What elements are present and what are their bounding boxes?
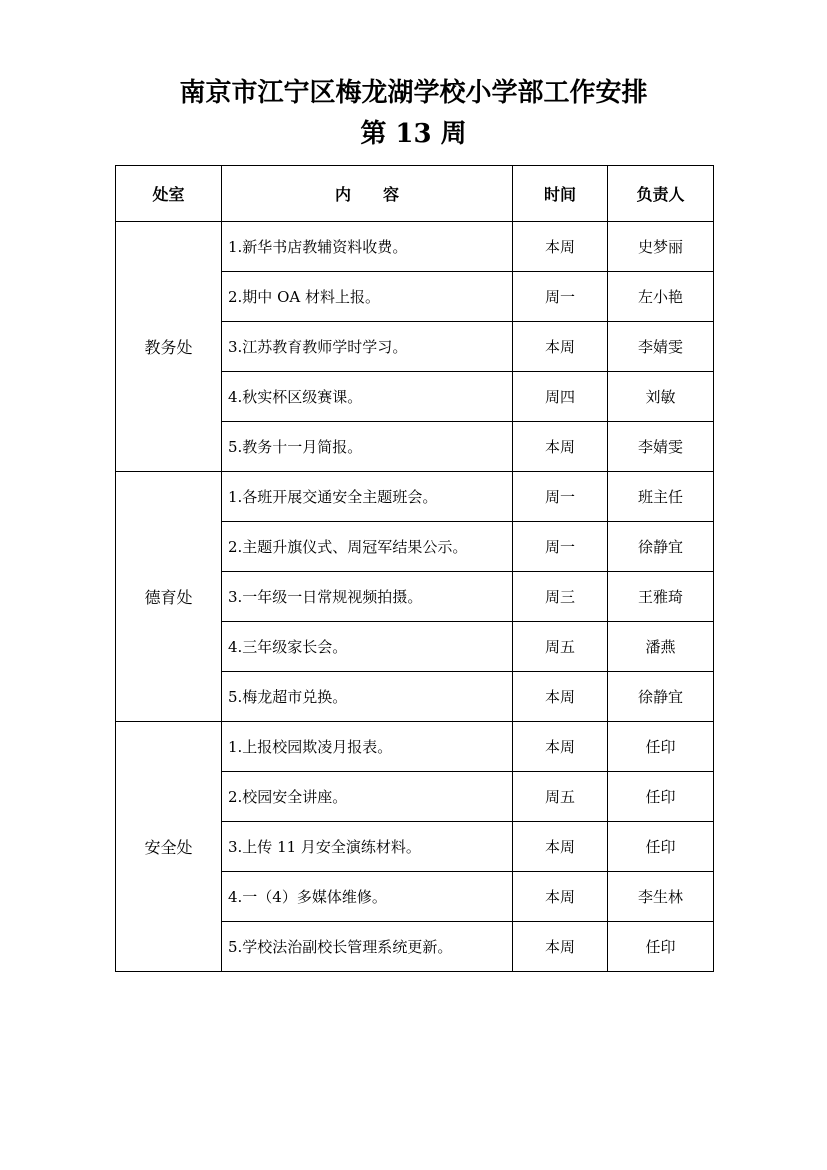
header-person: 负责人 [608, 166, 714, 222]
task-person: 任印 [608, 922, 714, 972]
task-content: 1.新华书店教辅资料收费。 [222, 222, 513, 272]
task-person: 左小艳 [608, 272, 714, 322]
task-content: 1.上报校园欺凌月报表。 [222, 722, 513, 772]
task-time: 周四 [513, 372, 608, 422]
task-content: 5.教务十一月简报。 [222, 422, 513, 472]
task-time: 本周 [513, 722, 608, 772]
table-header-row [116, 166, 714, 222]
task-person: 潘燕 [608, 622, 714, 672]
task-time: 本周 [513, 422, 608, 472]
task-content: 5.梅龙超市兑换。 [222, 672, 513, 722]
task-time: 周三 [513, 572, 608, 622]
task-content: 3.上传 11 月安全演练材料。 [222, 822, 513, 872]
task-time: 周五 [513, 622, 608, 672]
task-person: 徐静宜 [608, 522, 714, 572]
task-time: 本周 [513, 872, 608, 922]
header-content: 内 容 [222, 166, 513, 222]
document-title: 南京市江宁区梅龙湖学校小学部工作安排 [179, 78, 648, 108]
task-content: 5.学校法治副校长管理系统更新。 [222, 922, 513, 972]
table-row [116, 222, 714, 272]
department-cell: 教务处 [116, 222, 222, 472]
week-subtitle: 第 13 周 [360, 119, 467, 149]
task-time: 周一 [513, 272, 608, 322]
task-time: 周一 [513, 522, 608, 572]
task-content: 4.秋实杯区级赛课。 [222, 372, 513, 422]
task-time: 周五 [513, 772, 608, 822]
task-person: 任印 [608, 822, 714, 872]
task-person: 王雅琦 [608, 572, 714, 622]
task-person: 任印 [608, 772, 714, 822]
department-cell: 德育处 [116, 472, 222, 722]
header-time: 时间 [513, 166, 608, 222]
task-content: 4.三年级家长会。 [222, 622, 513, 672]
task-content: 2.主题升旗仪式、周冠军结果公示。 [222, 522, 513, 572]
table-row [116, 472, 714, 522]
task-person: 班主任 [608, 472, 714, 522]
task-content: 3.一年级一日常规视频拍摄。 [222, 572, 513, 622]
header-dept: 处室 [116, 166, 222, 222]
task-time: 周一 [513, 472, 608, 522]
task-person: 徐静宜 [608, 672, 714, 722]
task-person: 刘敏 [608, 372, 714, 422]
task-time: 本周 [513, 322, 608, 372]
task-time: 本周 [513, 822, 608, 872]
task-person: 李婧雯 [608, 322, 714, 372]
task-person: 李婧雯 [608, 422, 714, 472]
task-content: 4.一（4）多媒体维修。 [222, 872, 513, 922]
task-time: 本周 [513, 672, 608, 722]
task-content: 3.江苏教育教师学时学习。 [222, 322, 513, 372]
task-time: 本周 [513, 922, 608, 972]
task-content: 1.各班开展交通安全主题班会。 [222, 472, 513, 522]
task-person: 任印 [608, 722, 714, 772]
task-content: 2.期中 OA 材料上报。 [222, 272, 513, 322]
task-person: 史梦丽 [608, 222, 714, 272]
task-person: 李生林 [608, 872, 714, 922]
department-cell: 安全处 [116, 722, 222, 972]
task-content: 2.校园安全讲座。 [222, 772, 513, 822]
table-row [116, 722, 714, 772]
schedule-table [115, 165, 714, 972]
task-time: 本周 [513, 222, 608, 272]
